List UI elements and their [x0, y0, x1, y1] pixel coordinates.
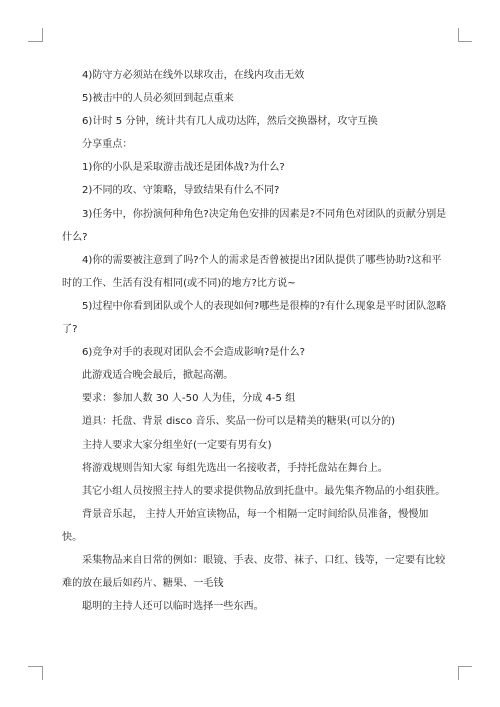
paragraph: 2)不同的攻、守策略，导致结果有什么不同? [82, 185, 280, 197]
crop-mark-bottom-left-horizontal [28, 666, 42, 667]
paragraph: 4)你的需要被注意到了吗?个人的需求是否曾被提出?团队提供了哪些协助?这和平时的工作、生活有没有相同(或不同)的地方?比方说~ [62, 254, 442, 289]
paragraph: 5)过程中你看到团队或个人的表现如何?哪些是很棒的?有什么现象是平时团队忽略了? [62, 300, 447, 336]
crop-mark-top-left-vertical [42, 28, 43, 42]
paragraph: 将游戏规则告知大家 每组先选出一名接收者，手持托盘站在舞台上。 [82, 462, 389, 474]
crop-mark-top-right-vertical [458, 28, 459, 42]
paragraph: 4)防守方必须站在线外以球攻击，在线内攻击无效 [82, 70, 305, 81]
paragraph: 背景音乐起， 主持人开始宣读物品，每一个相隔一定时间给队员准备，慢慢加快。 [62, 508, 429, 543]
paragraph: 采集物品来自日常的例如：眼镜、手表、皮带、袜子、口红、钱等，一定要有比较难的放在最后如药片、糖果、一毛钱 [62, 554, 446, 590]
crop-mark-bottom-right-vertical [458, 666, 459, 680]
paragraph: 道具：托盘、背景 disco 音乐、奖品一份可以是精美的糖果(可以分的) [82, 416, 396, 428]
section-heading: 分享重点： [82, 139, 133, 151]
paragraph: 主持人要求大家分组坐好(一定要有男有女) [82, 439, 272, 451]
crop-mark-bottom-right-horizontal [458, 666, 472, 667]
paragraph: 此游戏适合晚会最后，掀起高潮。 [82, 370, 234, 382]
paragraph: 6)竞争对手的表现对团队会不会造成影响?是什么? [82, 347, 305, 359]
document-body [62, 64, 447, 618]
paragraph: 聪明的主持人还可以临时选择一些东西。 [82, 601, 264, 613]
crop-mark-top-right-horizontal [458, 41, 472, 42]
crop-mark-top-left-horizontal [28, 41, 42, 42]
paragraph: 6)计时 5 分钟，统计共有几人成功达阵，然后交换器材，攻守互换 [82, 116, 378, 128]
paragraph: 要求：参加人数 30 人-50 人为佳，分成 4-5 组 [82, 393, 296, 405]
crop-mark-bottom-left-vertical [42, 666, 43, 680]
paragraph: 1)你的小队是采取游击战还是团体战?为什么? [82, 162, 285, 174]
paragraph: 3)任务中，你扮演何种角色?决定角色安排的因素是?不同角色对团队的贡献分别是什么? [62, 208, 447, 243]
paragraph: 5)被击中的人员必须回到起点重来 [82, 93, 234, 105]
paragraph: 其它小组人员按照主持人的要求提供物品放到托盘中。最先集齐物品的小组获胜。 [82, 485, 446, 497]
